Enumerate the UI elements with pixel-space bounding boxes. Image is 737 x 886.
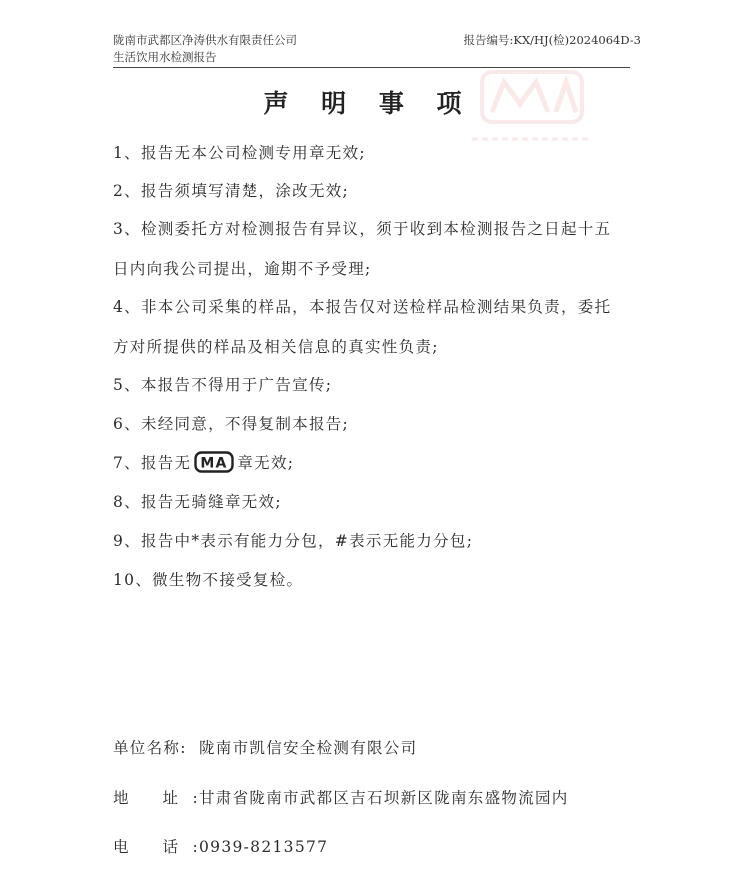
statement-7-prefix: 7、报告无 [113,454,192,472]
statement-8: 8、报告无骑缝章无效; [113,493,282,511]
statement-7 [113,451,294,473]
unit-name-value: 陇南市凯信安全检测有限公司 [199,739,418,757]
header-company: 陇南市武都区净涛供水有限责任公司 [113,33,297,47]
header-report-number: 报告编号:KX/HJ(检)2024064D-3 [463,33,641,47]
statement-4-line-2: 方对所提供的样品及相关信息的真实性负责; [113,338,439,356]
statement-3-line-1: 3、检测委托方对检测报告有异议，须于收到本检测报告之日起十五 [113,220,612,238]
cma-logo-text: MA [200,455,229,472]
address-value: 甘肃省陇南市武都区吉石坝新区陇南东盛物流园内 [199,789,569,807]
statement-6: 6、未经同意，不得复制本报告; [113,415,350,433]
address-label: 地 址: [113,789,199,807]
unit-name-label: 单位名称: [113,739,187,757]
statement-3-line-2: 日内向我公司提出，逾期不予受理; [113,260,372,278]
statement-2: 2、报告须填写清楚，涂改无效; [113,182,350,200]
header-report-type: 生活饮用水检测报告 [113,50,217,64]
statement-10: 10、微生物不接受复检。 [113,571,304,589]
statement-7-suffix: 章无效; [237,454,295,472]
statement-1: 1、报告无本公司检测专用章无效; [113,144,366,162]
statement-5: 5、本报告不得用于广告宣传; [113,376,333,394]
statement-4-line-1: 4、非本公司采集的样品，本报告仅对送检样品检测结果负责，委托 [113,298,612,316]
address-row [113,786,569,808]
statement-9: 9、报告中*表示有能力分包，#表示无能力分包; [113,532,474,550]
unit-name-row [113,736,417,758]
cma-logo-icon [194,451,234,473]
page-title: 声 明 事 项 [263,89,474,118]
phone-row [113,835,328,857]
phone-value: 0939-8213577 [199,838,329,856]
phone-label: 电 话: [113,838,199,856]
header-left [113,32,297,66]
